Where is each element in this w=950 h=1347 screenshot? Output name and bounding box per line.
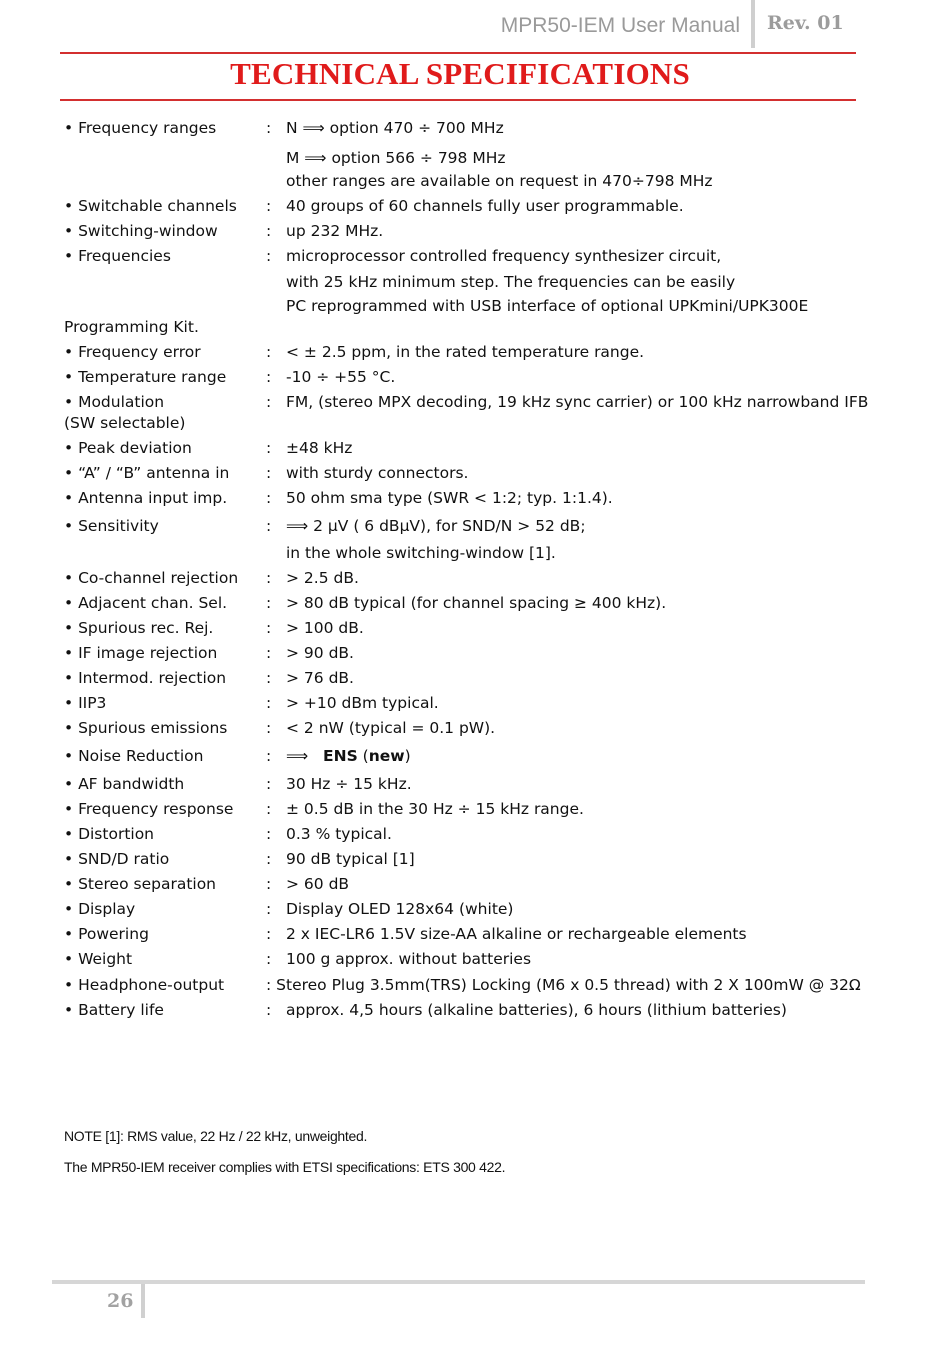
spec-label: • Adjacent chan. Sel. xyxy=(64,594,228,612)
spec-value: FM, (stereo MPX decoding, 19 kHz sync carrier) or 100 kHz narrowband IFB xyxy=(286,393,869,411)
spec-label: (SW selectable) xyxy=(64,414,186,432)
spec-colon: : xyxy=(266,343,272,361)
spec-colon: : xyxy=(266,464,272,482)
spec-label: • Noise Reduction xyxy=(64,747,204,765)
spec-value: approx. 4,5 hours (alkaline batteries), 6 hours (lithium batteries) xyxy=(286,1001,787,1019)
spec-value: ±48 kHz xyxy=(286,439,353,457)
spec-value: 90 dB typical [1] xyxy=(286,850,415,868)
spec-value: PC reprogrammed with USB interface of optional UPKmini/UPK300E xyxy=(286,297,809,315)
spec-label: • Frequency ranges xyxy=(64,119,217,137)
spec-value: with sturdy connectors. xyxy=(286,464,469,482)
spec-value: 100 g approx. without batteries xyxy=(286,950,532,968)
arrow-symbol: ⟹ xyxy=(286,747,324,765)
spec-value: ⟹ 2 µV ( 6 dBµV), for SND/N > 52 dB; xyxy=(286,517,586,535)
spec-value: 40 groups of 60 channels fully user programmable. xyxy=(286,197,684,215)
spec-colon: : xyxy=(266,875,272,893)
spec-label: • Intermod. rejection xyxy=(64,669,227,687)
spec-colon: : xyxy=(266,694,272,712)
spec-label: • Distortion xyxy=(64,825,155,843)
spec-colon: : xyxy=(266,368,272,386)
spec-value: : Stereo Plug 3.5mm(TRS) Locking (M6 x 0.5 thread) with 2 X 100mW @ 32Ω xyxy=(266,976,861,994)
spec-label: • Battery life xyxy=(64,1001,164,1019)
spec-colon: : xyxy=(266,569,272,587)
spec-value: > 60 dB xyxy=(286,875,350,893)
page-title: TECHNICAL SPECIFICATIONS xyxy=(230,56,690,91)
spec-colon: : xyxy=(266,393,272,411)
spec-colon: : xyxy=(266,825,272,843)
spec-colon: : xyxy=(266,775,272,793)
spec-colon: : xyxy=(266,900,272,918)
spec-value: up 232 MHz. xyxy=(286,222,384,240)
spec-label: Programming Kit. xyxy=(64,318,199,336)
spec-colon: : xyxy=(266,119,272,137)
new-label: new xyxy=(368,747,405,765)
spec-label: • IIP3 xyxy=(64,694,107,712)
spec-label: • Modulation xyxy=(64,393,165,411)
spec-value: Display OLED 128x64 (white) xyxy=(286,900,514,918)
spec-colon: : xyxy=(266,619,272,637)
spec-value: with 25 kHz minimum step. The frequencies can be easily xyxy=(286,273,736,291)
spec-value: 50 ohm sma type (SWR < 1:2; typ. 1:1.4). xyxy=(286,489,613,507)
spec-label: • Powering xyxy=(64,925,149,943)
compliance-note: The MPR50-IEM receiver complies with ETSI specifications: ETS 300 422. xyxy=(64,1159,506,1175)
spec-colon: : xyxy=(266,517,272,535)
spec-colon: : xyxy=(266,197,272,215)
spec-label: • Peak deviation xyxy=(64,439,192,457)
spec-label: • Temperature range xyxy=(64,368,227,386)
spec-value: microprocessor controlled frequency synthesizer circuit, xyxy=(286,247,722,265)
spec-colon: : xyxy=(266,669,272,687)
spec-value xyxy=(286,746,411,766)
spec-value: < 2 nW (typical = 0.1 pW). xyxy=(286,719,496,737)
page-number: 26 xyxy=(107,1290,134,1312)
paren-close: ) xyxy=(404,747,411,765)
spec-colon: : xyxy=(266,247,272,265)
spec-colon: : xyxy=(266,719,272,737)
spec-value: 0.3 % typical. xyxy=(286,825,392,843)
spec-colon: : xyxy=(266,489,272,507)
spec-value: > 100 dB. xyxy=(286,619,364,637)
spec-value: > +10 dBm typical. xyxy=(286,694,439,712)
spec-value: N ⟹ option 470 ÷ 700 MHz xyxy=(286,119,504,137)
spec-colon: : xyxy=(266,1001,272,1019)
spec-value: > 2.5 dB. xyxy=(286,569,359,587)
spec-label: • IF image rejection xyxy=(64,644,218,662)
spec-label: • Headphone-output xyxy=(64,976,225,994)
spec-label: • “A” / “B” antenna in xyxy=(64,464,230,482)
spec-value: 2 x IEC-LR6 1.5V size-AA alkaline or rechargeable elements xyxy=(286,925,747,943)
spec-label: • Stereo separation xyxy=(64,875,217,893)
spec-label: • Display xyxy=(64,900,136,918)
spec-value: -10 ÷ +55 °C. xyxy=(286,368,396,386)
footer-rule xyxy=(52,1280,865,1284)
spec-label: • Weight xyxy=(64,950,133,968)
spec-colon: : xyxy=(266,222,272,240)
spec-colon: : xyxy=(266,925,272,943)
spec-label: • Switching-window xyxy=(64,222,218,240)
manual-title: MPR50-IEM User Manual xyxy=(500,14,740,37)
spec-label: • Frequency response xyxy=(64,800,234,818)
spec-value: other ranges are available on request in 470÷798 MHz xyxy=(286,172,713,190)
spec-label: • Spurious rec. Rej. xyxy=(64,619,214,637)
revision-label: Rev. 01 xyxy=(767,12,844,34)
spec-label: • Co-channel rejection xyxy=(64,569,239,587)
spec-value: in the whole switching-window [1]. xyxy=(286,544,556,562)
paren-open: ( xyxy=(357,747,369,765)
spec-value: ± 0.5 dB in the 30 Hz ÷ 15 kHz range. xyxy=(286,800,584,818)
spec-colon: : xyxy=(266,439,272,457)
spec-colon: : xyxy=(266,950,272,968)
spec-colon: : xyxy=(266,800,272,818)
spec-colon: : xyxy=(266,850,272,868)
spec-label: • AF bandwidth xyxy=(64,775,185,793)
spec-label: • SND/D ratio xyxy=(64,850,170,868)
spec-value: > 90 dB. xyxy=(286,644,354,662)
spec-label: • Sensitivity xyxy=(64,517,159,535)
spec-value: 30 Hz ÷ 15 kHz. xyxy=(286,775,412,793)
spec-colon: : xyxy=(266,594,272,612)
spec-value: < ± 2.5 ppm, in the rated temperature range. xyxy=(286,343,645,361)
spec-value: > 80 dB typical (for channel spacing ≥ 400 kHz). xyxy=(286,594,667,612)
spec-value: M ⟹ option 566 ÷ 798 MHz xyxy=(286,149,506,167)
spec-colon: : xyxy=(266,644,272,662)
footer-divider xyxy=(141,1284,145,1318)
footnote: NOTE [1]: RMS value, 22 Hz / 22 kHz, unweighted. xyxy=(64,1128,368,1144)
spec-label: • Switchable channels xyxy=(64,197,237,215)
spec-label: • Antenna input imp. xyxy=(64,489,228,507)
spec-label: • Spurious emissions xyxy=(64,719,228,737)
spec-label: • Frequencies xyxy=(64,247,171,265)
ens-label: ENS xyxy=(323,747,358,765)
spec-value: > 76 dB. xyxy=(286,669,354,687)
spec-colon: : xyxy=(266,747,272,765)
spec-label: • Frequency error xyxy=(64,343,201,361)
